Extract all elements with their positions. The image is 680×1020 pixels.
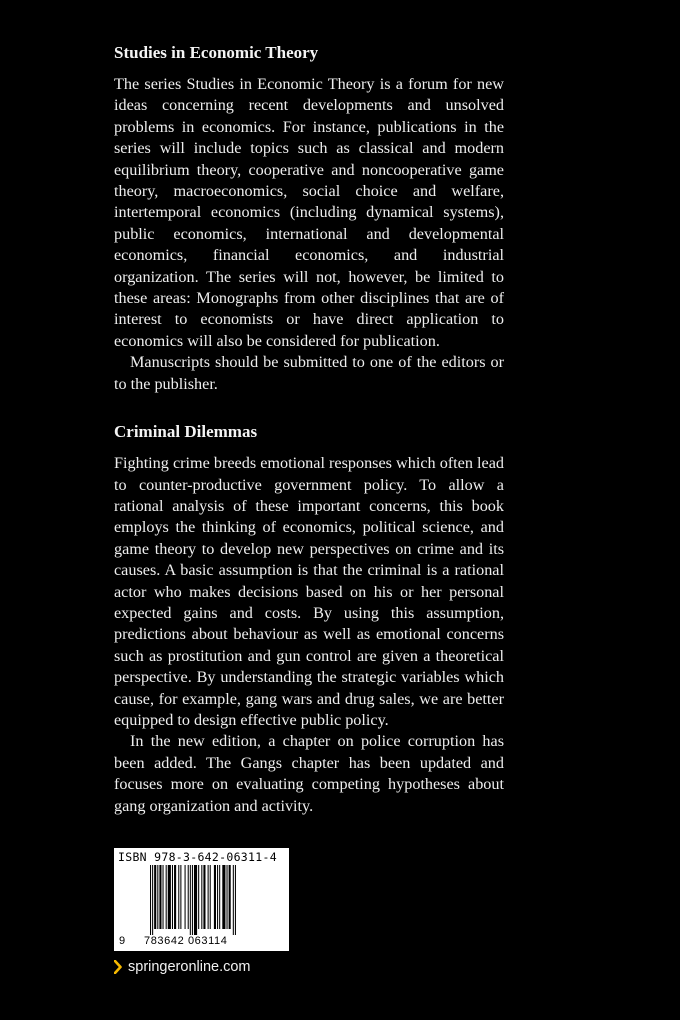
barcode-bar (190, 865, 191, 935)
publisher-link-row[interactable] (114, 957, 251, 977)
barcode-lead-digit: 9 (119, 935, 126, 947)
barcode-bar (188, 865, 189, 929)
barcode-bar (208, 865, 209, 929)
publisher-website-link[interactable]: springeronline.com (128, 959, 251, 975)
series-section (114, 42, 504, 395)
barcode-bar (217, 865, 218, 929)
barcode-bar (166, 865, 167, 929)
barcode-bar (229, 865, 231, 929)
barcode-bar (172, 865, 173, 929)
isbn-barcode (114, 848, 289, 951)
barcode-bar (214, 865, 216, 929)
section-spacer (114, 395, 504, 421)
barcode-bar (222, 865, 225, 929)
barcode-bar (180, 865, 181, 929)
barcode-bar (210, 865, 211, 929)
book-section (114, 421, 504, 817)
new-edition-note: In the new edition, a chapter on police corruption has been added. The Gangs chapter has been updated and focuses more on evaluating competing hypotheses about gang organization and activity. (114, 732, 504, 815)
barcode-bar (163, 865, 164, 929)
barcode-bar (157, 865, 158, 929)
barcode-bar (168, 865, 171, 929)
series-description: The series Studies in Economic Theory is a forum for new ideas concerning recent developments and unsolved problems in economics. For instance, publications in the series will include topics such as classical and modern equilibrium theory, cooperative and noncooperative game theory, macroeconomics, social choice and welfare, intertemporal economics (including dynamical systems), public economics, international and developmental economics, financial economics, and industrial organization. The series will not, however, be limited to these areas: Monographs from other disciplines that are of interest to economists or have direct application to economics will also be considered for publication. (114, 75, 504, 350)
chevron-right-icon (114, 960, 122, 974)
barcode-bars (148, 865, 278, 935)
text-column (114, 42, 504, 817)
barcode-bar (150, 865, 151, 935)
barcode-bar (203, 865, 205, 929)
manuscripts-note: Manuscripts should be submitted to one of the editors or to the publisher. (114, 353, 504, 393)
book-title-heading: Criminal Dilemmas (114, 422, 258, 442)
series-heading: Studies in Economic Theory (114, 43, 319, 62)
isbn-label: ISBN 978-3-642-06311-4 (118, 850, 277, 864)
barcode-bar (227, 865, 228, 929)
barcode-bar (198, 865, 199, 929)
book-description: Fighting crime breeds emotional responses which often lead to counter-productive government policy. To allow a rational analysis of these important concerns, this book employs the thinking of economics, political science, and game theory to develop new perspectives on crime and its causes. A basic assumption is that the criminal is a rational actor who makes decisions based on his or her personal expected gains and costs. By using this assumption, predictions about behaviour as well as emotional concerns such as prostitution and gun control are given a theoretical perspective. By understanding the strategic variables which cause, for example, gang wars and drug sales, we are better equipped to design effective public policy. (114, 454, 504, 729)
barcode-digits (119, 935, 228, 948)
barcode-bar (219, 865, 220, 929)
barcode-bar (154, 865, 156, 929)
barcode-bar (185, 865, 186, 929)
barcode-number: 783642 063114 (144, 935, 228, 947)
barcode-bar (235, 865, 236, 935)
barcode-bar (192, 865, 193, 935)
barcode-bar (159, 865, 161, 929)
barcode-bar (152, 865, 153, 935)
barcode-bar (194, 865, 197, 935)
barcode-bar (178, 865, 179, 929)
barcode-bar (233, 865, 234, 935)
barcode-bar (201, 865, 202, 929)
barcode-bar (174, 865, 176, 929)
